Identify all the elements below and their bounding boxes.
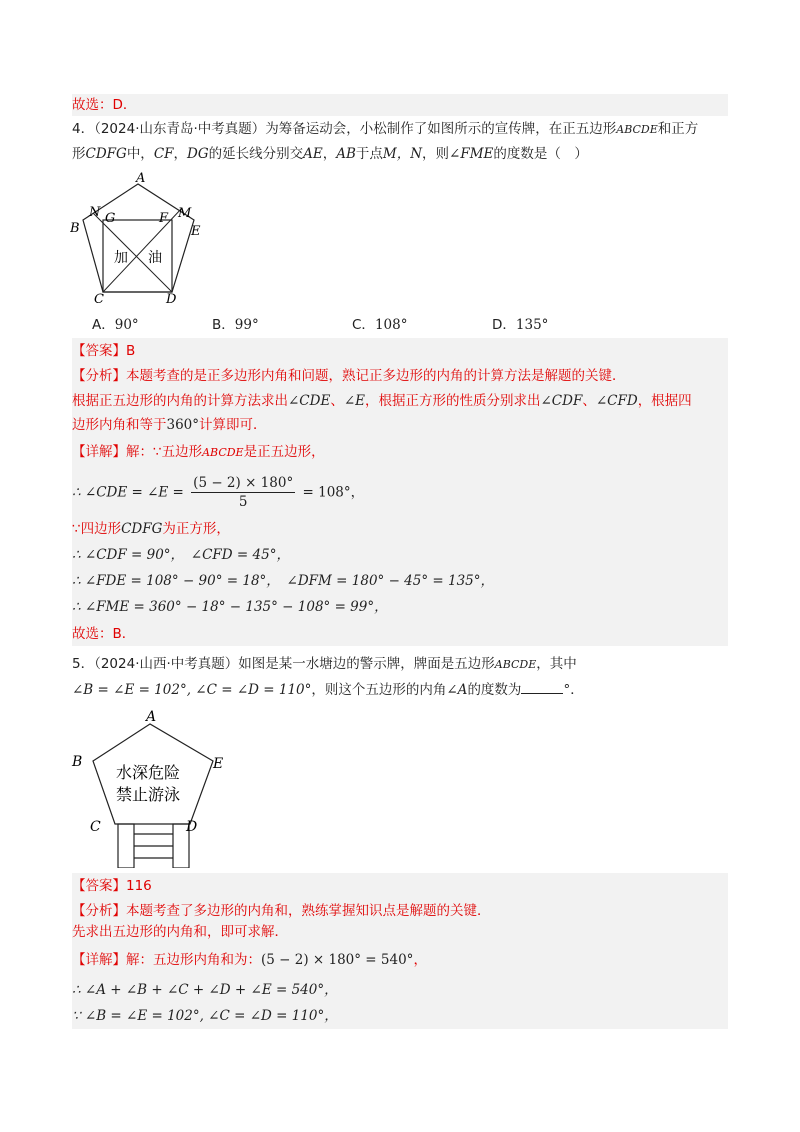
q4-detail-line2 bbox=[72, 474, 364, 511]
option-value: 108° bbox=[374, 317, 408, 333]
q4-pentagon bbox=[83, 184, 194, 292]
option-letter: B． bbox=[212, 317, 235, 333]
q4-label-b: B bbox=[70, 221, 80, 236]
q4-stem-tail: 和正方 bbox=[657, 121, 699, 137]
q4-stem-line2 bbox=[72, 144, 588, 164]
option-letter: C． bbox=[352, 317, 375, 333]
detail-math: (5 − 2) × 180° = 540° bbox=[261, 952, 414, 968]
analysis-part: ，根据正方形的性质分别求出 bbox=[365, 393, 541, 409]
q5-analysis-line2: 先求出五边形的内角和，即可求解． bbox=[72, 924, 288, 940]
q4-option-a[interactable] bbox=[92, 313, 139, 333]
q4-label-f: F bbox=[159, 211, 169, 226]
q4-answer: 【答案】B bbox=[72, 343, 136, 359]
option-value: 135° bbox=[515, 317, 549, 333]
q4-label-n: N bbox=[89, 205, 101, 220]
analysis-label: 【分析】 bbox=[72, 903, 126, 919]
detail-part: 解：∵五边形 bbox=[126, 444, 203, 460]
q5-stem-math: ∠B = ∠E = 102°, ∠C = ∠D = 110° bbox=[72, 682, 312, 698]
analysis-math: ∠CFD bbox=[595, 393, 638, 409]
analysis-label: 【分析】 bbox=[72, 368, 126, 384]
detail-math: CDFG bbox=[121, 521, 163, 537]
q5-stem-part: 的度数为 bbox=[467, 682, 522, 698]
q5-stem-part: 5．（2024·山西·中考真题）如图是某一水塘边的警示牌，牌面是五边形 bbox=[72, 656, 495, 672]
q4-stem-ab: AB bbox=[336, 146, 356, 162]
q5-stem-line2 bbox=[72, 680, 584, 700]
q4-stem-part: ， bbox=[322, 146, 337, 162]
q4-stem-part: 于点 bbox=[355, 146, 383, 162]
q4-detail-line6: ∴ ∠FME = 360° − 18° − 135° − 108° = 99°， bbox=[72, 599, 388, 615]
analysis-math: 360° bbox=[166, 417, 200, 433]
q4-stem-dg: DG bbox=[187, 146, 209, 162]
q5-figure bbox=[70, 706, 240, 868]
q5-sign-line1: 水深危险 bbox=[116, 763, 181, 782]
q5-stem-pentagon: ABCDE bbox=[494, 658, 537, 671]
detail-math: ∴ ∠CDE = ∠E = bbox=[72, 484, 184, 501]
prev-answer-final: 故选：D． bbox=[72, 97, 137, 113]
option-value: 99° bbox=[234, 317, 259, 333]
option-letter: A． bbox=[92, 317, 115, 333]
detail-math: = 108°， bbox=[302, 484, 365, 501]
q4-stem-part: 的延长线分别交 bbox=[208, 146, 304, 162]
q5-label-a: A bbox=[146, 709, 157, 725]
q4-label-d: D bbox=[166, 292, 177, 307]
answer-band-q3-tail bbox=[72, 94, 728, 116]
q4-stem-part: ， bbox=[173, 146, 188, 162]
analysis-part: 、 bbox=[330, 393, 344, 409]
q4-option-c[interactable] bbox=[352, 313, 407, 333]
detail-math: ABCDE bbox=[202, 446, 244, 459]
q4-stem-square: CDFG bbox=[85, 146, 127, 162]
q5-label-e: E bbox=[213, 756, 224, 772]
q4-label-e: E bbox=[191, 224, 201, 239]
q4-option-d[interactable] bbox=[492, 313, 548, 333]
q4-label-a: A bbox=[136, 172, 146, 186]
q4-stem-part: 形 bbox=[72, 146, 86, 162]
q5-answer-blank[interactable] bbox=[521, 681, 563, 694]
q4-stem-ae: AE bbox=[303, 146, 323, 162]
q5-post-left bbox=[118, 824, 134, 868]
q4-figure bbox=[70, 172, 210, 308]
q5-sign-line2: 禁止游泳 bbox=[116, 785, 181, 804]
q4-sign-jia: 加 bbox=[114, 250, 128, 266]
q4-stem-text: 4．（2024·山东青岛·中考真题）为筹备运动会，小松制作了如图所示的宣传牌，在正五边形 bbox=[72, 121, 617, 137]
q5-label-b: B bbox=[72, 754, 83, 770]
q4-detail-line3 bbox=[72, 519, 230, 539]
option-letter: D． bbox=[492, 317, 516, 333]
detail-part: 解：五边形内角和为： bbox=[126, 952, 261, 968]
q5-label-c: C bbox=[90, 819, 101, 835]
q5-stem-part: ，则这个五边形的内角 bbox=[311, 682, 447, 698]
analysis-part: 计算即可． bbox=[199, 417, 267, 433]
q4-analysis-line3 bbox=[72, 415, 267, 435]
analysis-part: 、 bbox=[582, 393, 596, 409]
q4-analysis-line2 bbox=[72, 391, 692, 411]
q4-label-g: G bbox=[105, 211, 116, 226]
q4-final: 故选：B． bbox=[72, 626, 136, 642]
q4-sign-you: 油 bbox=[148, 250, 162, 266]
q5-detail-line2: ∴ ∠A + ∠B + ∠C + ∠D + ∠E = 540°， bbox=[72, 982, 338, 998]
q4-detail-line1 bbox=[72, 442, 325, 463]
analysis-part: ，根据四 bbox=[637, 393, 692, 409]
detail-part: ∵四边形 bbox=[72, 521, 122, 537]
detail-part: 为正方形， bbox=[162, 521, 230, 537]
q4-label-c: C bbox=[94, 292, 104, 307]
option-value: 90° bbox=[114, 317, 139, 333]
q4-analysis-line1 bbox=[72, 366, 626, 386]
fraction-numerator: (5 − 2) × 180° bbox=[193, 475, 294, 491]
q4-stem-line1 bbox=[72, 119, 698, 140]
analysis-math: ∠CDE bbox=[288, 393, 331, 409]
q4-detail-line5: ∴ ∠FDE = 108° − 90° = 18°， ∠DFM = 180° − 45° = 135°， bbox=[72, 573, 495, 589]
analysis-part: 根据正五边形的内角的计算方法求出 bbox=[72, 393, 288, 409]
q5-stem-part: ，其中 bbox=[536, 656, 577, 672]
q5-detail-line3: ∵ ∠B = ∠E = 102°, ∠C = ∠D = 110°， bbox=[72, 1008, 338, 1024]
detail-part: ， bbox=[413, 952, 427, 968]
q4-stem-cf: CF bbox=[153, 146, 174, 162]
q4-detail-line4: ∴ ∠CDF = 90°， ∠CFD = 45°， bbox=[72, 547, 290, 563]
detail-fraction bbox=[191, 474, 295, 511]
analysis-math: ∠CDF bbox=[540, 393, 583, 409]
q4-stem-mn: M，N bbox=[382, 146, 423, 162]
q4-option-b[interactable] bbox=[212, 313, 259, 333]
analysis-text: 本题考查了多边形的内角和，熟练掌握知识点是解题的关键． bbox=[126, 903, 491, 919]
q5-stem-angle: ∠A bbox=[446, 682, 468, 698]
q5-analysis-line1 bbox=[72, 901, 491, 921]
q5-detail-line1 bbox=[72, 950, 427, 970]
q4-stem-part: 的度数是（ ） bbox=[493, 146, 588, 162]
detail-label: 【详解】 bbox=[72, 952, 126, 968]
analysis-math: ∠E bbox=[343, 393, 365, 409]
analysis-part: 边形内角和等于 bbox=[72, 417, 167, 433]
q5-stem-part: °． bbox=[563, 682, 584, 698]
q4-stem-angle: ∠FME bbox=[449, 146, 494, 162]
q5-stem-line1 bbox=[72, 654, 577, 675]
q4-stem-part: 中， bbox=[126, 146, 154, 162]
q4-label-m: M bbox=[178, 206, 192, 221]
q5-label-d: D bbox=[186, 819, 198, 835]
detail-part: 是正五边形， bbox=[243, 444, 325, 460]
fraction-denominator: 5 bbox=[238, 494, 248, 510]
analysis-text: 本题考查的是正多边形内角和问题，熟记正多边形的内角的计算方法是解题的关键． bbox=[126, 368, 626, 384]
detail-label: 【详解】 bbox=[72, 444, 126, 460]
q4-stem-part: ，则 bbox=[422, 146, 450, 162]
q5-answer: 【答案】116 bbox=[72, 878, 152, 894]
q4-stem-pentagon: ABCDE bbox=[616, 123, 658, 136]
